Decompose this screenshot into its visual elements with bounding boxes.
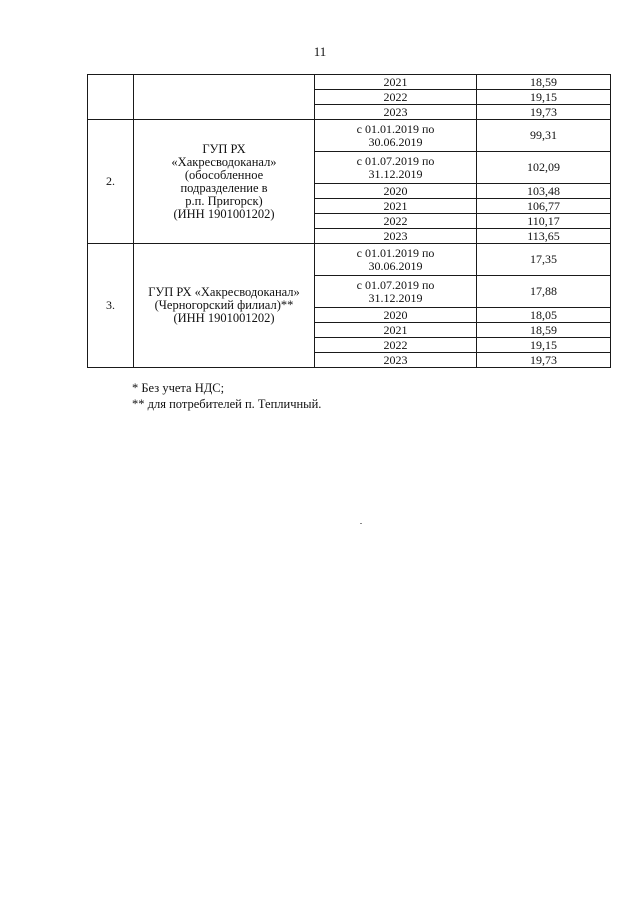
period-line: 31.12.2019 [368,290,423,305]
period-line: 2021 [383,322,408,337]
period-cell [315,105,477,120]
organization-line: «Хакресводоканал» [171,154,277,169]
tariff-value-cell: 103,48 [477,184,611,199]
organization-line: подразделение в [180,180,268,195]
tariff-value-cell: 113,65 [477,229,611,244]
period-line: с 01.01.2019 по [356,245,435,260]
period-line: 2022 [383,89,408,104]
table-row [88,75,611,90]
period-line: 2021 [383,74,408,89]
tariff-value-cell: 17,88 [477,276,611,308]
period-line: 2022 [383,213,408,228]
organization-line: р.п. Пригорск) [185,193,263,208]
period-cell [315,229,477,244]
page-number: 11 [313,44,327,59]
period-line: с 01.07.2019 по [356,153,435,168]
table-row [88,120,611,152]
period-cell [315,152,477,184]
tariff-value-cell: 99,31 [477,120,611,152]
period-cell [315,184,477,199]
period-cell [315,338,477,353]
organization-line: ГУП РХ [202,141,246,156]
scan-speck [360,523,362,524]
period-line: 2020 [383,307,408,322]
organization-cell [134,120,315,244]
footnote-vat: * Без учета НДС; [132,381,225,395]
tariff-value-cell: 19,15 [477,338,611,353]
organization-line: (обособленное [184,167,264,182]
period-line: 2021 [383,198,408,213]
row-number-cell: 3. [88,244,134,368]
tariff-table [87,74,611,368]
organization-line: (ИНН 1901001202) [173,311,275,325]
tariff-value-cell: 18,59 [477,323,611,338]
tariff-table-body [88,75,611,368]
period-cell [315,75,477,90]
period-line: 2022 [383,337,408,352]
period-line: 2023 [383,228,408,243]
period-line: 30.06.2019 [368,258,423,273]
organization-line: ГУП РХ «Хакресводоканал» [148,285,300,299]
footnote-consumers: ** для потребителей п. Тепличный. [132,397,322,411]
table-row [88,244,611,276]
period-cell [315,308,477,323]
period-cell [315,276,477,308]
tariff-value-cell: 19,15 [477,90,611,105]
period-line: с 01.07.2019 по [356,277,435,292]
period-line: 2023 [383,104,408,119]
period-cell [315,120,477,152]
period-cell [315,90,477,105]
organization-line: (Черногорский филиал)** [154,298,294,312]
tariff-value-cell: 17,35 [477,244,611,276]
period-line: 31.12.2019 [368,166,423,181]
tariff-value-cell: 106,77 [477,199,611,214]
tariff-value-cell: 18,59 [477,75,611,90]
tariff-value-cell: 19,73 [477,105,611,120]
organization-cell [134,244,315,368]
period-cell [315,199,477,214]
row-number-cell: 2. [88,120,134,244]
organization-line: (ИНН 1901001202) [173,206,275,221]
period-cell [315,353,477,368]
period-line: 2023 [383,352,408,367]
organization-cell [134,75,315,120]
tariff-value-cell: 18,05 [477,308,611,323]
period-cell [315,214,477,229]
tariff-value-cell: 102,09 [477,152,611,184]
period-cell [315,323,477,338]
tariff-value-cell: 19,73 [477,353,611,368]
period-line: 30.06.2019 [368,134,423,149]
period-line: с 01.01.2019 по [356,121,435,136]
tariff-value-cell: 110,17 [477,214,611,229]
period-line: 2020 [383,183,408,198]
row-number-cell [88,75,134,120]
footnotes [132,380,321,412]
period-cell [315,244,477,276]
